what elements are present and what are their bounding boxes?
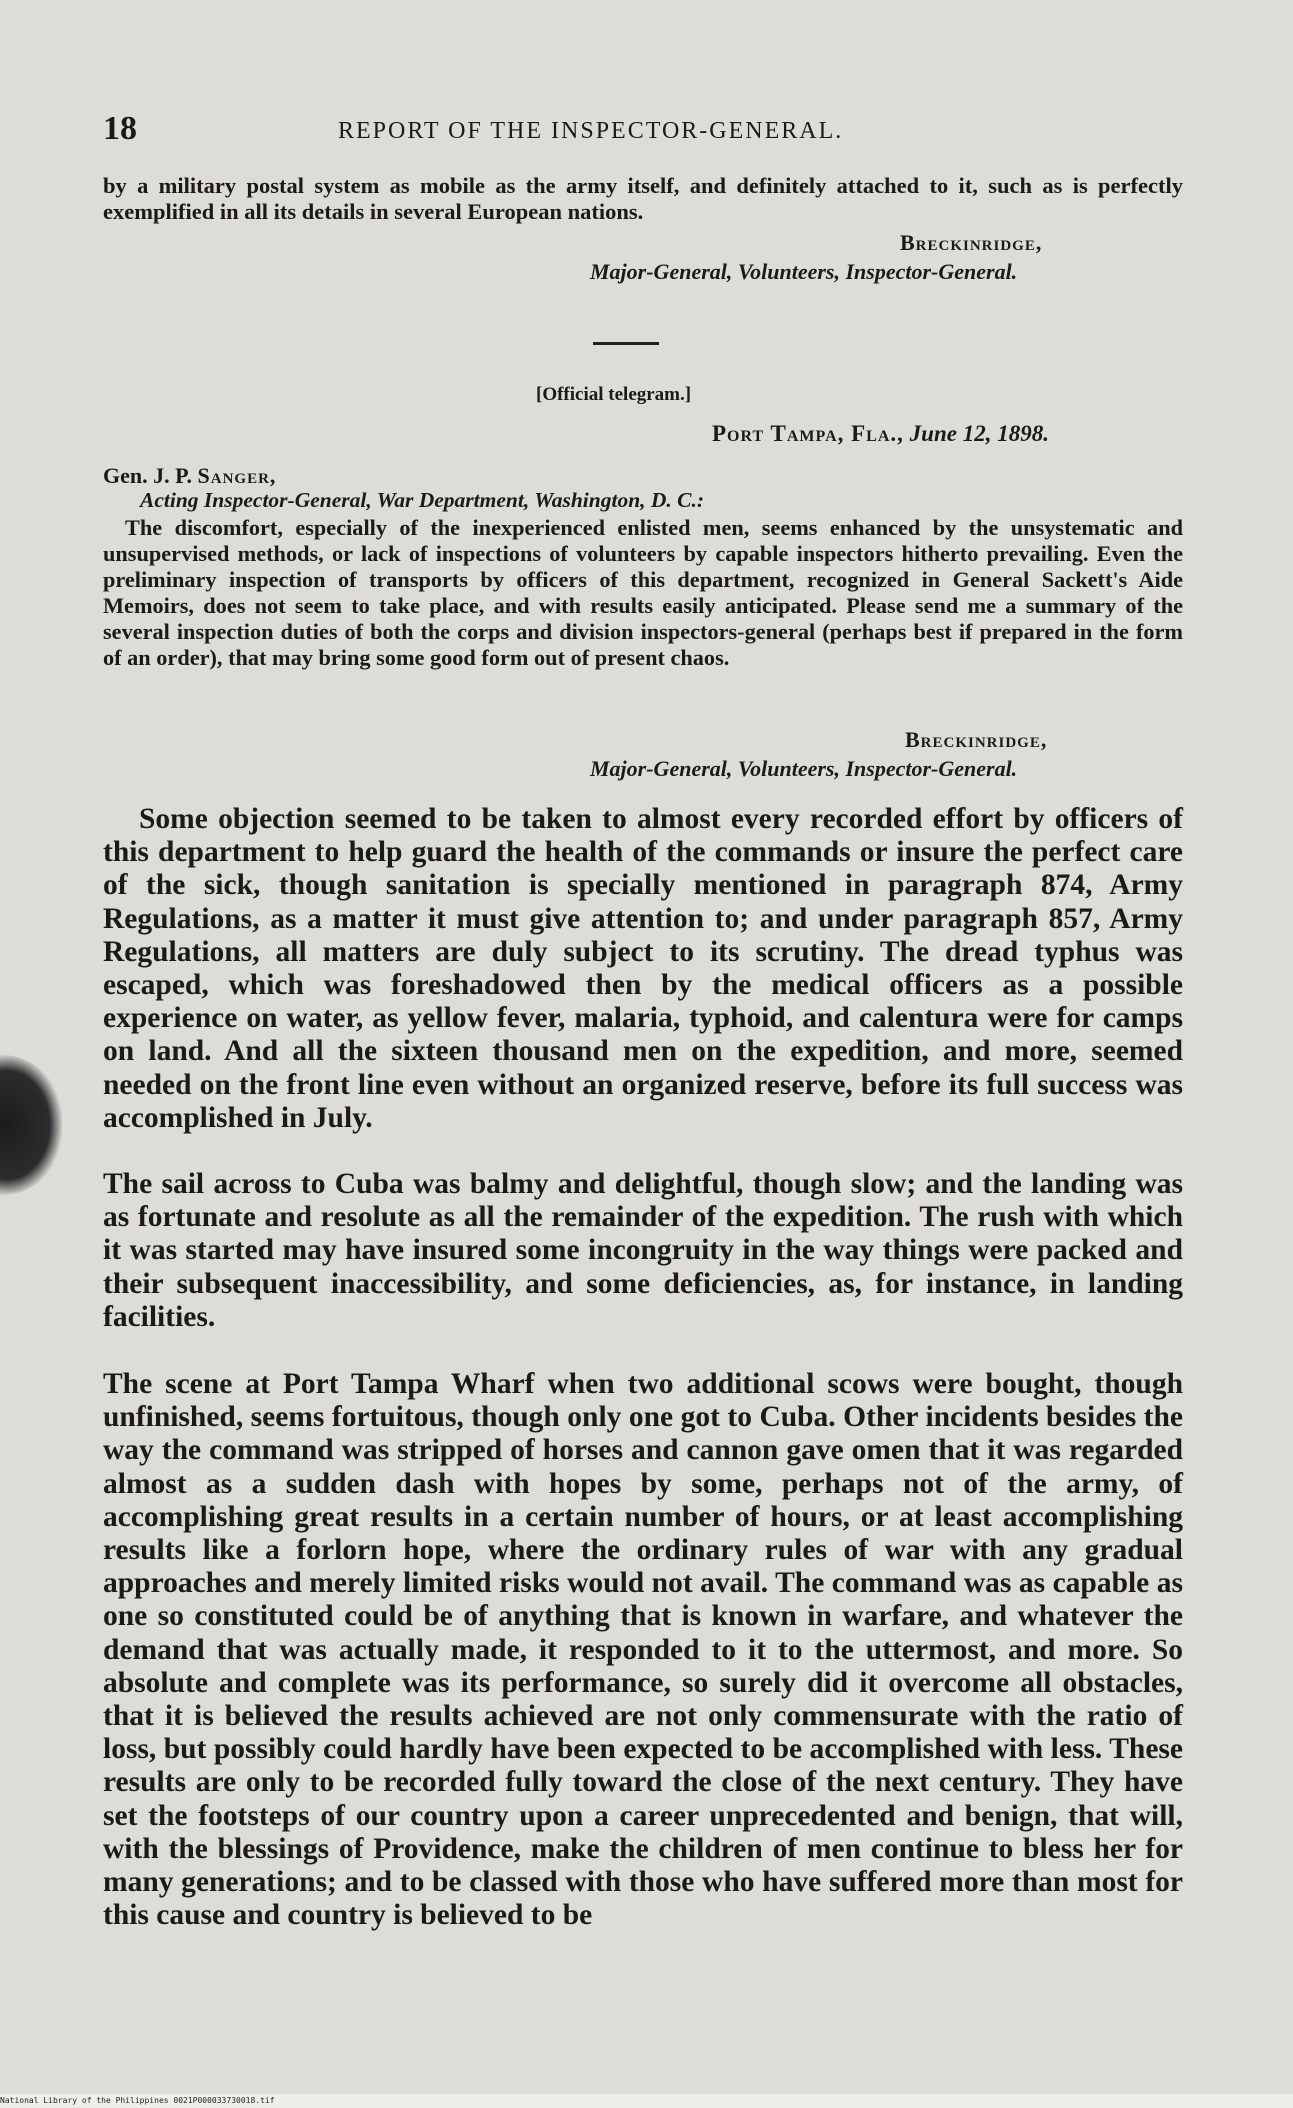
scanner-thumb-shadow xyxy=(0,1055,62,1195)
page-header xyxy=(103,110,1183,160)
opening-signature-name: Breckinridge, xyxy=(900,230,1043,255)
telegram-addressee xyxy=(103,463,276,489)
opening-text: by a military postal system as mobile as the army itself, and definitely attached to it, such as is perfectly exemplified in all its details in several European nations. xyxy=(103,173,1183,224)
section-divider xyxy=(593,342,659,345)
addressee-name: Sanger, xyxy=(197,463,277,488)
opening-signature-title: Major-General, Volunteers, Inspector-General. xyxy=(590,259,1018,284)
telegram-dateline xyxy=(712,421,1049,447)
telegram-label: [Official telegram.] xyxy=(536,384,692,405)
scan-footer: National Library of the Philippines 0021P000033730018.tif xyxy=(0,2094,1293,2108)
page-number: 18 xyxy=(103,110,137,147)
telegram-signature-name: Breckinridge, xyxy=(905,727,1048,752)
telegram-body: The discomfort, especially of the inexperienced enlisted men, seems enhanced by the unsystematic and unsupervised methods, or lack of inspections of volunteers by capable inspectors hitherto prevailing. Even the preliminary inspection of transports by officers of this department, recognized in General Sackett's Aide Memoirs, does not seem to take place, and with results easily anticipated. Please send me a summary of the several inspection duties of both the corps and division inspectors-general (perhaps best if prepared in the form of an order), that may bring some good form out of present chaos. xyxy=(103,515,1183,670)
dateline-date: June 12, 1898. xyxy=(909,421,1049,446)
addressee-title: Acting Inspector-General, War Department, Washington, D. C.: xyxy=(140,488,705,512)
telegram-signature-title: Major-General, Volunteers, Inspector-General. xyxy=(590,756,1018,781)
addressee-prefix: Gen. J. P. xyxy=(103,463,193,488)
body-paragraph-1: Some objection seemed to be taken to almost every recorded effort by officers of this department to help guard the health of the commands or insure the perfect care of the sick, though sanitation is specially mentioned in paragraph 874, Army Regulations, as a matter it must give attention to; and under paragraph 857, Army Regulations, all matters are duly subject to its scrutiny. The dread typhus was escaped, which was foreshadowed then by the medical officers as a possible experience on water, as yellow fever, malaria, typhoid, and calentura were for camps on land. And all the sixteen thousand men on the expedition, and more, seemed needed on the front line even without an organized reserve, before its full success was accomplished in July. xyxy=(103,803,1183,1134)
dateline-place: Port Tampa, Fla., xyxy=(712,421,904,446)
body-paragraph-3: The scene at Port Tampa Wharf when two additional scows were bought, though unfinished, seems fortuitous, though only one got to Cuba. Other incidents besides the way the command was stripped of horses and cannon gave omen that it was regarded almost as a sudden dash with hopes by some, perhaps not of the army, of accomplishing great results in a certain number of hours, or at least accomplishing results like a forlorn hope, where the ordinary rules of war with any gradual approaches and merely limited risks would not avail. The command was as capable as one so constituted could be of anything that is known in warfare, and whatever the demand that was actually made, it responded to it to the uttermost, and more. So absolute and complete was its performance, so surely did it overcome all obstacles, that it is believed the results achieved are not only commensurate with the ratio of loss, but possibly could hardly have been expected to be accomplished with less. These results are only to be recorded fully toward the close of the next century. They have set the footsteps of our country upon a career unprecedented and benign, that will, with the blessings of Providence, make the children of men continue to bless her for many generations; and to be classed with those who have suffered more than most for this cause and country is believed to be xyxy=(103,1368,1183,1932)
body-paragraph-2: The sail across to Cuba was balmy and delightful, though slow; and the landing was as fortunate and resolute as all the remainder of the expedition. The rush with which it was started may have insured some incongruity in the way things were packed and their subsequent inaccessibility, and some deficiencies, as, for instance, in landing facilities. xyxy=(103,1168,1183,1333)
running-title: REPORT OF THE INSPECTOR-GENERAL. xyxy=(338,118,844,144)
